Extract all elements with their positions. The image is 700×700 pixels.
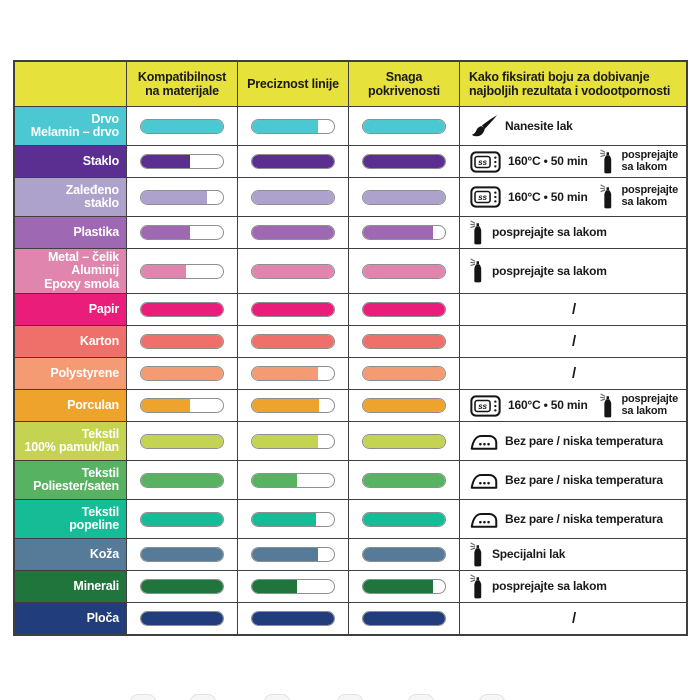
rating-pill-fill <box>363 612 445 625</box>
fix-instruction <box>470 395 588 417</box>
rating-cell <box>349 294 459 325</box>
rating-pill <box>362 154 446 169</box>
rating-cell <box>238 539 348 570</box>
row-label <box>15 217 126 248</box>
rating-pill <box>140 154 224 169</box>
header-precision: Preciznost linije <box>238 62 348 106</box>
rating-pill <box>251 334 335 349</box>
fix-instruction-text: / <box>572 301 576 318</box>
rating-pill-fill <box>252 265 334 278</box>
row-label-text: Polystyrene <box>50 365 119 380</box>
rating-cell <box>349 178 459 216</box>
rating-pill-fill <box>363 513 445 526</box>
rating-pill <box>140 302 224 317</box>
fixing-instructions-cell <box>460 326 686 357</box>
row-label <box>15 603 126 634</box>
rating-cell <box>238 249 348 293</box>
rating-pill-fill <box>141 513 223 526</box>
row-label <box>15 107 126 145</box>
row-label-text: Tekstil Poliester/saten <box>33 465 119 493</box>
fixing-instructions-cell <box>460 217 686 248</box>
rating-cell <box>127 390 237 421</box>
rating-pill-fill <box>252 367 318 380</box>
rating-cell <box>349 217 459 248</box>
rating-cell <box>127 358 237 389</box>
fix-instruction-text: posprejajte sa lakom <box>621 148 678 173</box>
rating-pill-fill <box>141 303 223 316</box>
marker-cap-icon <box>479 694 505 700</box>
fix-instruction-text: posprejajte sa lakom <box>621 392 678 417</box>
rating-pill <box>251 611 335 626</box>
rating-cell <box>127 107 237 145</box>
rating-pill <box>362 547 446 562</box>
rating-pill <box>251 302 335 317</box>
fix-instruction-text: Bez pare / niska temperatura <box>505 433 663 448</box>
rating-pill <box>362 512 446 527</box>
row-label <box>15 539 126 570</box>
rating-pill <box>140 366 224 381</box>
row-label <box>15 390 126 421</box>
fix-instruction <box>572 610 576 627</box>
row-label-text: Minerali <box>73 578 119 593</box>
rating-pill-fill <box>141 435 223 448</box>
rating-pill-fill <box>252 399 319 412</box>
rating-pill-fill <box>141 226 190 239</box>
header-empty-cell <box>15 62 126 106</box>
rating-pill-fill <box>141 367 223 380</box>
rating-pill-fill <box>252 303 334 316</box>
fix-instruction <box>470 114 573 139</box>
row-label <box>15 358 126 389</box>
rating-pill-fill <box>363 191 445 204</box>
row-label <box>15 461 126 499</box>
fix-instruction-text: / <box>572 365 576 382</box>
fix-instruction <box>470 542 565 568</box>
rating-cell <box>238 422 348 460</box>
row-label <box>15 422 126 460</box>
header-fixing-instructions: Kako fiksirati boju za dobivanje najboljih rezultata i vodootpornosti <box>460 62 686 106</box>
header-compatibility: Kompatibilnost na materijale <box>127 62 237 106</box>
rating-pill <box>362 190 446 205</box>
fixing-instructions-cell <box>460 358 686 389</box>
rating-pill-fill <box>363 120 445 133</box>
marker-cap-icon <box>337 694 363 700</box>
rating-pill <box>251 264 335 279</box>
row-label <box>15 571 126 602</box>
rating-pill-fill <box>141 335 223 348</box>
rating-pill <box>251 190 335 205</box>
rating-pill <box>362 473 446 488</box>
rating-pill-fill <box>252 191 334 204</box>
spray-icon <box>470 258 485 284</box>
fixing-instructions-cell <box>460 390 686 421</box>
rating-pill-fill <box>252 513 316 526</box>
row-label-text: Ploča <box>86 610 119 625</box>
rating-cell <box>127 461 237 499</box>
rating-pill-fill <box>141 612 223 625</box>
row-label-text: Papir <box>88 301 119 316</box>
rating-pill-fill <box>141 548 223 561</box>
rating-pill-fill <box>252 474 297 487</box>
fix-instruction-text: 160°C • 50 min <box>508 398 588 413</box>
rating-pill-fill <box>363 367 445 380</box>
row-label-text: Tekstil popeline <box>69 504 119 532</box>
rating-pill <box>251 225 335 240</box>
marker-cap-icon <box>130 694 156 700</box>
rating-cell <box>238 571 348 602</box>
fix-instruction-text: / <box>572 333 576 350</box>
rating-pill <box>140 264 224 279</box>
row-label-text: Porculan <box>67 397 119 412</box>
brush-icon <box>470 114 498 139</box>
rating-cell <box>127 146 237 177</box>
fixing-instructions-cell <box>460 294 686 325</box>
rating-cell <box>127 500 237 538</box>
rating-cell <box>127 217 237 248</box>
rating-pill-fill <box>363 265 445 278</box>
row-label-text: Drvo Melamin – drvo <box>30 111 119 139</box>
rating-cell <box>349 422 459 460</box>
fixing-instructions-cell <box>460 107 686 145</box>
fixing-instructions-cell <box>460 422 686 460</box>
rating-cell <box>238 178 348 216</box>
fix-instruction <box>600 149 679 175</box>
rating-pill <box>251 473 335 488</box>
rating-cell <box>127 249 237 293</box>
fix-instruction <box>572 301 576 318</box>
rating-cell <box>127 603 237 634</box>
rating-pill-fill <box>363 548 445 561</box>
rating-pill <box>140 512 224 527</box>
fix-instruction <box>600 393 679 419</box>
fixing-instructions-cell <box>460 603 686 634</box>
rating-pill-fill <box>363 399 445 412</box>
rating-pill <box>140 334 224 349</box>
rating-cell <box>349 358 459 389</box>
rating-cell <box>238 217 348 248</box>
rating-pill-fill <box>141 474 223 487</box>
rating-pill <box>140 611 224 626</box>
rating-cell <box>349 603 459 634</box>
rating-cell <box>349 146 459 177</box>
rating-cell <box>238 390 348 421</box>
svg-text:ss: ss <box>478 157 487 167</box>
row-label <box>15 326 126 357</box>
fix-instruction-text: Bez pare / niska temperatura <box>505 511 663 526</box>
fixing-instructions-cell <box>460 178 686 216</box>
fix-instruction <box>470 258 607 284</box>
fix-instruction-text: 160°C • 50 min <box>508 154 588 169</box>
row-label <box>15 178 126 216</box>
rating-pill-fill <box>363 474 445 487</box>
rating-cell <box>349 571 459 602</box>
fix-instruction-text: Nanesite lak <box>505 118 573 133</box>
fix-instruction <box>470 186 588 208</box>
rating-pill <box>140 190 224 205</box>
svg-text:ss: ss <box>478 401 487 411</box>
rating-pill <box>362 434 446 449</box>
rating-pill <box>362 611 446 626</box>
fix-instruction <box>470 151 588 173</box>
rating-pill-fill <box>252 120 318 133</box>
rating-cell <box>127 571 237 602</box>
rating-pill <box>362 334 446 349</box>
rating-pill-fill <box>363 580 433 593</box>
rating-pill-fill <box>363 335 445 348</box>
rating-cell <box>238 500 348 538</box>
oven-icon <box>470 395 501 417</box>
rating-pill <box>362 302 446 317</box>
rating-pill <box>362 366 446 381</box>
rating-pill <box>140 434 224 449</box>
row-label-text: Koža <box>89 546 119 561</box>
fix-instruction <box>470 431 663 451</box>
rating-cell <box>238 461 348 499</box>
row-label <box>15 294 126 325</box>
rating-cell <box>238 358 348 389</box>
row-label-text: Karton <box>79 333 119 348</box>
fix-instruction <box>470 220 607 246</box>
rating-pill-fill <box>363 226 433 239</box>
rating-cell <box>238 326 348 357</box>
rating-cell <box>349 500 459 538</box>
fix-instruction <box>572 365 576 382</box>
fix-instruction-text: posprejajte sa lakom <box>492 263 607 278</box>
fix-instruction-text: posprejajte sa lakom <box>492 225 607 240</box>
rating-cell <box>349 107 459 145</box>
spray-icon <box>470 220 485 246</box>
rating-pill-fill <box>141 580 223 593</box>
rating-pill-fill <box>363 435 445 448</box>
header-coverage: Snaga pokrivenosti <box>349 62 459 106</box>
rating-pill <box>251 434 335 449</box>
rating-pill-fill <box>141 265 186 278</box>
rating-cell <box>238 146 348 177</box>
fix-instruction <box>572 333 576 350</box>
rating-cell <box>238 107 348 145</box>
rating-pill <box>251 119 335 134</box>
rating-pill-fill <box>252 580 297 593</box>
spray-icon <box>600 149 615 175</box>
svg-text:ss: ss <box>478 193 487 203</box>
fixing-instructions-cell <box>460 571 686 602</box>
rating-pill-fill <box>252 548 318 561</box>
rating-cell <box>349 461 459 499</box>
rating-pill <box>362 119 446 134</box>
fix-instruction <box>600 184 679 210</box>
rating-pill-fill <box>141 399 190 412</box>
row-label <box>15 146 126 177</box>
spray-icon <box>600 184 615 210</box>
rating-pill <box>140 119 224 134</box>
rating-pill <box>251 547 335 562</box>
fixing-instructions-cell <box>460 500 686 538</box>
fixing-instructions-cell <box>460 461 686 499</box>
marker-cap-icon <box>190 694 216 700</box>
rating-pill-fill <box>363 303 445 316</box>
rating-pill-fill <box>252 435 318 448</box>
row-label-text: Zaleđeno staklo <box>65 182 119 210</box>
fix-instruction-text: Specijalni lak <box>492 547 566 562</box>
rating-pill <box>362 225 446 240</box>
fixing-instructions-cell <box>460 249 686 293</box>
fix-instruction <box>470 509 663 529</box>
rating-cell <box>127 294 237 325</box>
row-label-text: Metal – čelik Aluminij Epoxy smola <box>44 249 119 291</box>
rating-pill-fill <box>252 226 334 239</box>
iron-icon <box>470 470 498 490</box>
marker-cap-icon <box>264 694 290 700</box>
rating-cell <box>349 249 459 293</box>
rating-pill <box>251 398 335 413</box>
rating-cell <box>127 422 237 460</box>
oven-icon <box>470 186 501 208</box>
fix-instruction-text: Bez pare / niska temperatura <box>505 472 663 487</box>
rating-cell <box>349 326 459 357</box>
row-label-text: Tekstil 100% pamuk/lan <box>24 426 119 454</box>
rating-pill <box>251 154 335 169</box>
fix-instruction <box>470 574 607 600</box>
fix-instruction-text: / <box>572 610 576 627</box>
rating-pill <box>362 264 446 279</box>
rating-pill-fill <box>141 120 223 133</box>
rating-pill-fill <box>252 335 334 348</box>
rating-pill <box>140 547 224 562</box>
fix-instruction-text: 160°C • 50 min <box>508 189 588 204</box>
rating-cell <box>127 178 237 216</box>
oven-icon <box>470 151 501 173</box>
row-label <box>15 500 126 538</box>
rating-pill <box>140 225 224 240</box>
rating-pill-fill <box>141 191 207 204</box>
rating-pill <box>362 579 446 594</box>
rating-pill-fill <box>252 155 334 168</box>
marker-cap-icon <box>408 694 434 700</box>
row-label-text: Staklo <box>82 153 119 168</box>
rating-pill <box>140 473 224 488</box>
rating-cell <box>238 294 348 325</box>
rating-pill <box>251 579 335 594</box>
row-label <box>15 249 126 293</box>
rating-cell <box>238 603 348 634</box>
rating-pill <box>140 398 224 413</box>
rating-cell <box>349 539 459 570</box>
rating-pill <box>251 512 335 527</box>
iron-icon <box>470 431 498 451</box>
fix-instruction-text: posprejajte sa lakom <box>621 184 678 208</box>
fix-instruction-text: posprejajte sa lakom <box>492 579 607 594</box>
iron-icon <box>470 509 498 529</box>
rating-cell <box>127 539 237 570</box>
rating-pill <box>251 366 335 381</box>
spray-icon <box>600 393 615 419</box>
rating-pill <box>140 579 224 594</box>
spray-icon <box>470 542 485 568</box>
rating-cell <box>349 390 459 421</box>
spray-icon <box>470 574 485 600</box>
fixing-instructions-cell <box>460 539 686 570</box>
rating-cell <box>127 326 237 357</box>
rating-pill-fill <box>141 155 190 168</box>
rating-pill-fill <box>363 155 445 168</box>
rating-pill-fill <box>252 612 334 625</box>
row-label-text: Plastika <box>73 224 119 239</box>
rating-pill <box>362 398 446 413</box>
compatibility-table <box>13 60 688 636</box>
fixing-instructions-cell <box>460 146 686 177</box>
fix-instruction <box>470 470 663 490</box>
